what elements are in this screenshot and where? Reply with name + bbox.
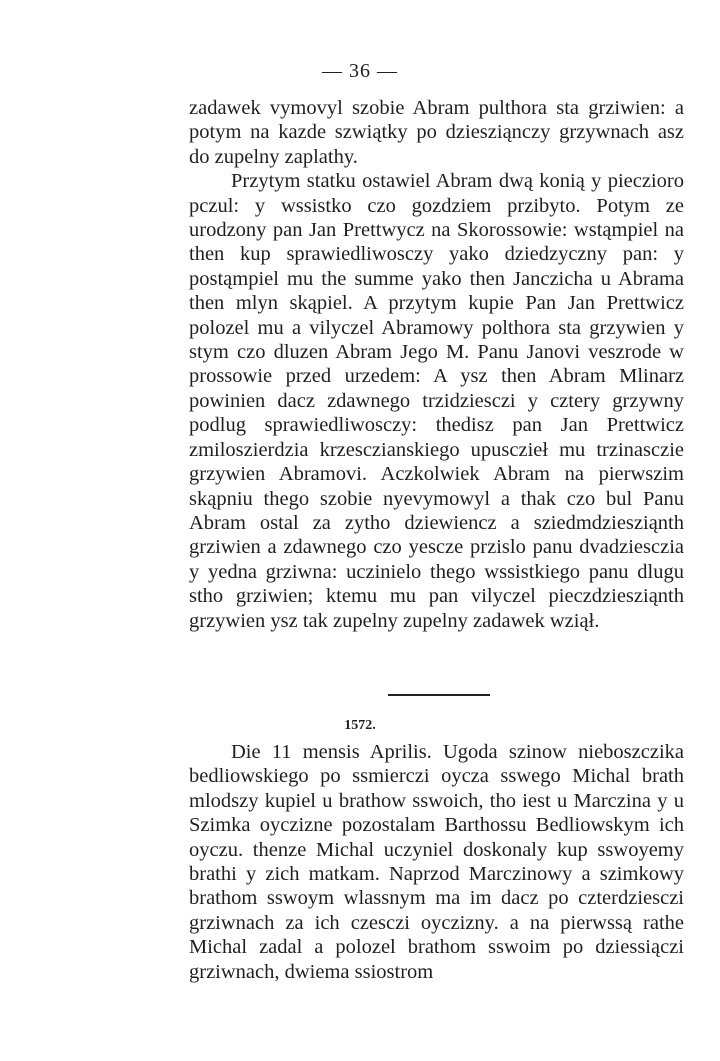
- text-section-1: [189, 96, 684, 633]
- paragraph-continuation: zadawek vymovyl szobie Abram pulthora sta grziwien: a potym na kazde szwiątky po dziesziąnczy grzywnach asz do zupelny zaplathy.: [189, 97, 684, 168]
- paragraph-die-11: Die 11 mensis Aprilis. Ugoda szinow nieboszczika bedliowskiego po ssmierczi oycza sswego Michal brath mlodszy kupiel u brathow sswoich, tho iest u Marczina y u Szimka oyczizne pozostalam Barthossu Bedliowskym ich oyczu. thenze Michal uczyniel doskonaly kup sswoyemy brathi y zich matkam. Naprzod Marczinowy a szimkowy brathom sswoym wlassnym ma im dacz po czterdziesczi grziwnach za ich czesczi oyczizny. a na pierwssą rathe Michal zadal a polozel brathom sswoim po dziessiączi grziwnach, dwiema ssiostrom: [189, 741, 684, 983]
- year-heading: 1572.: [344, 718, 376, 733]
- paragraph-przytym: Przytym statku ostawiel Abram dwą konią y pieczioro pczul: y wssistko czo gozdziem przibyto. Potym ze urodzony pan Jan Prettwycz na Skorossowie: wstąmpiel na then kup sprawiedliwosczy yako dziedzyczny pan: y postąmpiel mu the summe yako then Janczicha u Abrama then mlyn skąpiel. A przytym kupie Pan Jan Prettwicz polozel mu a vilyczel Abramowy polthora sta grzywien y stym czo dluzen Abram Jego M. Panu Janovi veszrode w prossowie przed urzedem: A ysz then Abram Mlinarz powinien dacz zdawnego trzidziesczi y cztery grzywny podlug sprawiedliwosczy: thedisz pan Jan Prettwicz zmiloszierdzia krzesczianskiego upusczieł mu trzinasczie grzywien Abramovi. Aczkolwiek Abram na pierwszim skąpniu thego szobie nyevymowyl a thak czo bul Panu Abram ostal za zytho dziewiencz a sziedmdziesziąnth grziwien a zdawnego czo yescze przislo panu dvadziesczia y yedna grziwna: uczinielo thego wssistkiego panu dlugu stho grziwien; ktemu mu pan vilyczel pieczdziesziąnth grzywien ysz tak zupelny zupelny zadawek wziął.: [189, 170, 684, 632]
- text-section-2: [189, 740, 684, 984]
- section-divider: [388, 694, 490, 696]
- page-number: — 36 —: [322, 60, 398, 82]
